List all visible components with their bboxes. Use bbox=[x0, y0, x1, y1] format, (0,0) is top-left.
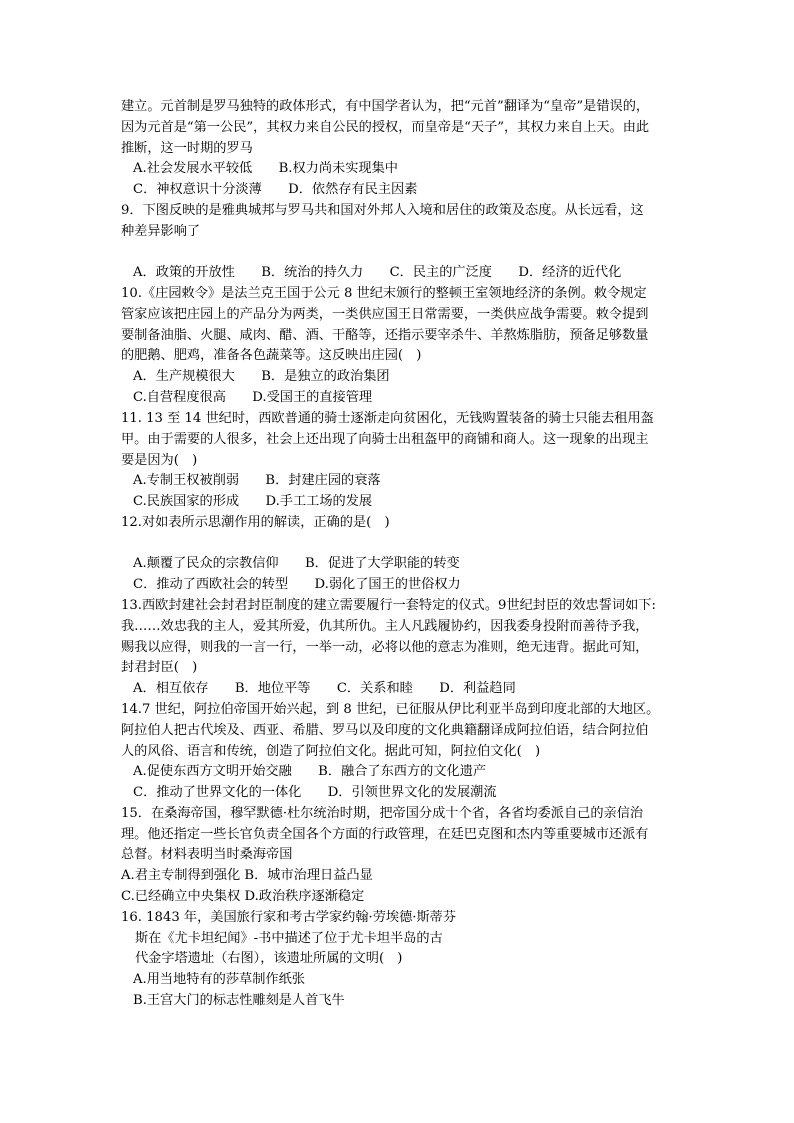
question-13: 13.西欧封建社会封君封臣制度的建立需要履行一套特定的仪式。9世纪封臣的效忠誓词如下: bbox=[121, 598, 656, 613]
option-line: A.颠覆了民众的宗教信仰 B．促进了大学职能的转变 bbox=[133, 556, 460, 571]
text-line: 甲。由于需要的人很多，社会上还出现了向骑士出租盔甲的商铺和商人。这一现象的出现主 bbox=[121, 432, 649, 447]
text-line: 阿拉伯人把古代埃及、西亚、希腊、罗马以及印度的文化典籍翻译成阿拉伯语，结合阿拉伯 bbox=[121, 723, 649, 738]
text-line: 要是因为( ) bbox=[121, 453, 198, 468]
question-15: 15．在桑海帝国，穆罕默德·杜尔统治时期，把帝国分成十个省，各省均委派自己的亲信治 bbox=[121, 806, 644, 821]
text-line: 赐我以应得，则我的一言一行，一举一动，必将以他的意志为准则，绝无违背。据此可知， bbox=[121, 640, 649, 655]
question-11: 11. 13 至 14 世纪时，西欧普通的骑士逐渐走向贫困化，无钱购置装备的骑士只能去租用盔 bbox=[121, 411, 654, 426]
text-line: 要制备油脂、火腿、咸肉、醋、酒、干酪等，还指示要宰杀牛、羊熬炼脂肪，预备足够数量 bbox=[121, 328, 649, 343]
text-line: 因为元首是“第一公民”，其权力来自公民的授权，而皇帝是“天子”，其权力来自上天。由此 bbox=[121, 120, 650, 135]
option-line: C.已经确立中央集权 D.政治秩序逐渐稳定 bbox=[121, 889, 365, 904]
text-line: 推断，这一时期的罗马 bbox=[121, 141, 253, 156]
text-line: 管家应该把庄园上的产品分为两类，一类供应国王日常需要，一类供应战争需要。敕令提到 bbox=[121, 307, 649, 322]
option-line: A.专制王权被削弱 B．封建庄园的衰落 bbox=[133, 473, 381, 488]
question-16: 16. 1843 年，美国旅行家和考古学家约翰·劳埃德·斯蒂芬 bbox=[121, 910, 457, 925]
text-line: 代金字塔遗址（右图），该遗址所属的文明( ) bbox=[135, 951, 403, 966]
option-line: C．推动了西欧社会的转型 D.弱化了国王的世俗权力 bbox=[133, 577, 461, 592]
question-14: 14.7 世纪，阿拉伯帝国开始兴起，到 8 世纪，已征服从伊比利亚半岛到印度北部的大地区。 bbox=[121, 702, 660, 717]
option-line: C．推动了世界文化的一体化 D．引领世界文化的发展潮流 bbox=[133, 785, 497, 800]
text-line: 建立。元首制是罗马独特的政体形式，有中国学者认为，把“元首”翻译为“皇帝”是错误的， bbox=[121, 99, 650, 114]
question-9: 9．下图反映的是雅典城邦与罗马共和国对外邦人入境和居住的政策及态度。从长远看，这 bbox=[121, 203, 644, 218]
option-line: A．相互依存 B．地位平等 C．关系和睦 D．利益趋同 bbox=[133, 681, 516, 696]
text-line: 我……效忠我的主人，爱其所爱，仇其所仇。主人凡践履协约，因我委身投附而善待予我， bbox=[121, 619, 649, 634]
option-line: B.王宫大门的标志性雕刻是人首飞牛 bbox=[133, 993, 345, 1008]
text-line: 总督。材料表明当时桑海帝国 bbox=[121, 847, 293, 862]
option-line: A.君主专制得到强化 B．城市治理日益凸显 bbox=[121, 868, 373, 883]
text-line: 理。他还指定一些长官负责全国各个方面的行政管理，在廷巴克图和杰内等重要城市还派有 bbox=[121, 827, 649, 842]
option-line: C.自营程度很高 D.受国王的直接管理 bbox=[133, 390, 373, 405]
text-line: 种差异影响了 bbox=[121, 224, 201, 239]
option-line: A.社会发展水平较低 B.权力尚未实现集中 bbox=[133, 161, 398, 176]
option-line: A．生产规模很大 B．是独立的政治集团 bbox=[133, 369, 390, 384]
question-10: 10.《庄园敕令》是法兰克王国于公元 8 世纪末颁行的整顿王室领地经济的条例。敕令规定 bbox=[121, 286, 647, 301]
text-line: 人的风俗、语言和传统，创造了阿拉伯文化。据此可知，阿拉伯文化( ) bbox=[121, 744, 541, 759]
option-line: C.民族国家的形成 D.手工工场的发展 bbox=[133, 494, 373, 509]
option-line: A.促使东西方文明开始交融 B．融合了东西方的文化遗产 bbox=[133, 764, 487, 779]
text-line: 的肥鹅、肥鸡，准备各色蔬菜等。这反映出庄园( ) bbox=[121, 348, 422, 363]
option-line: C．神权意识十分淡薄 D．依然存有民主因素 bbox=[133, 182, 418, 197]
option-line: A.用当地特有的莎草制作纸张 bbox=[133, 972, 305, 987]
text-line: 封君封臣( ) bbox=[121, 660, 198, 675]
option-line: A．政策的开放性 B．统治的持久力 C．民主的广泛度 D．经济的近代化 bbox=[133, 265, 622, 280]
text-line: 斯在《尤卡坦纪闻》-书中描述了位于尤卡坦半岛的古 bbox=[135, 931, 443, 946]
question-12: 12.对如表所示思潮作用的解读，正确的是( ) bbox=[121, 515, 390, 530]
